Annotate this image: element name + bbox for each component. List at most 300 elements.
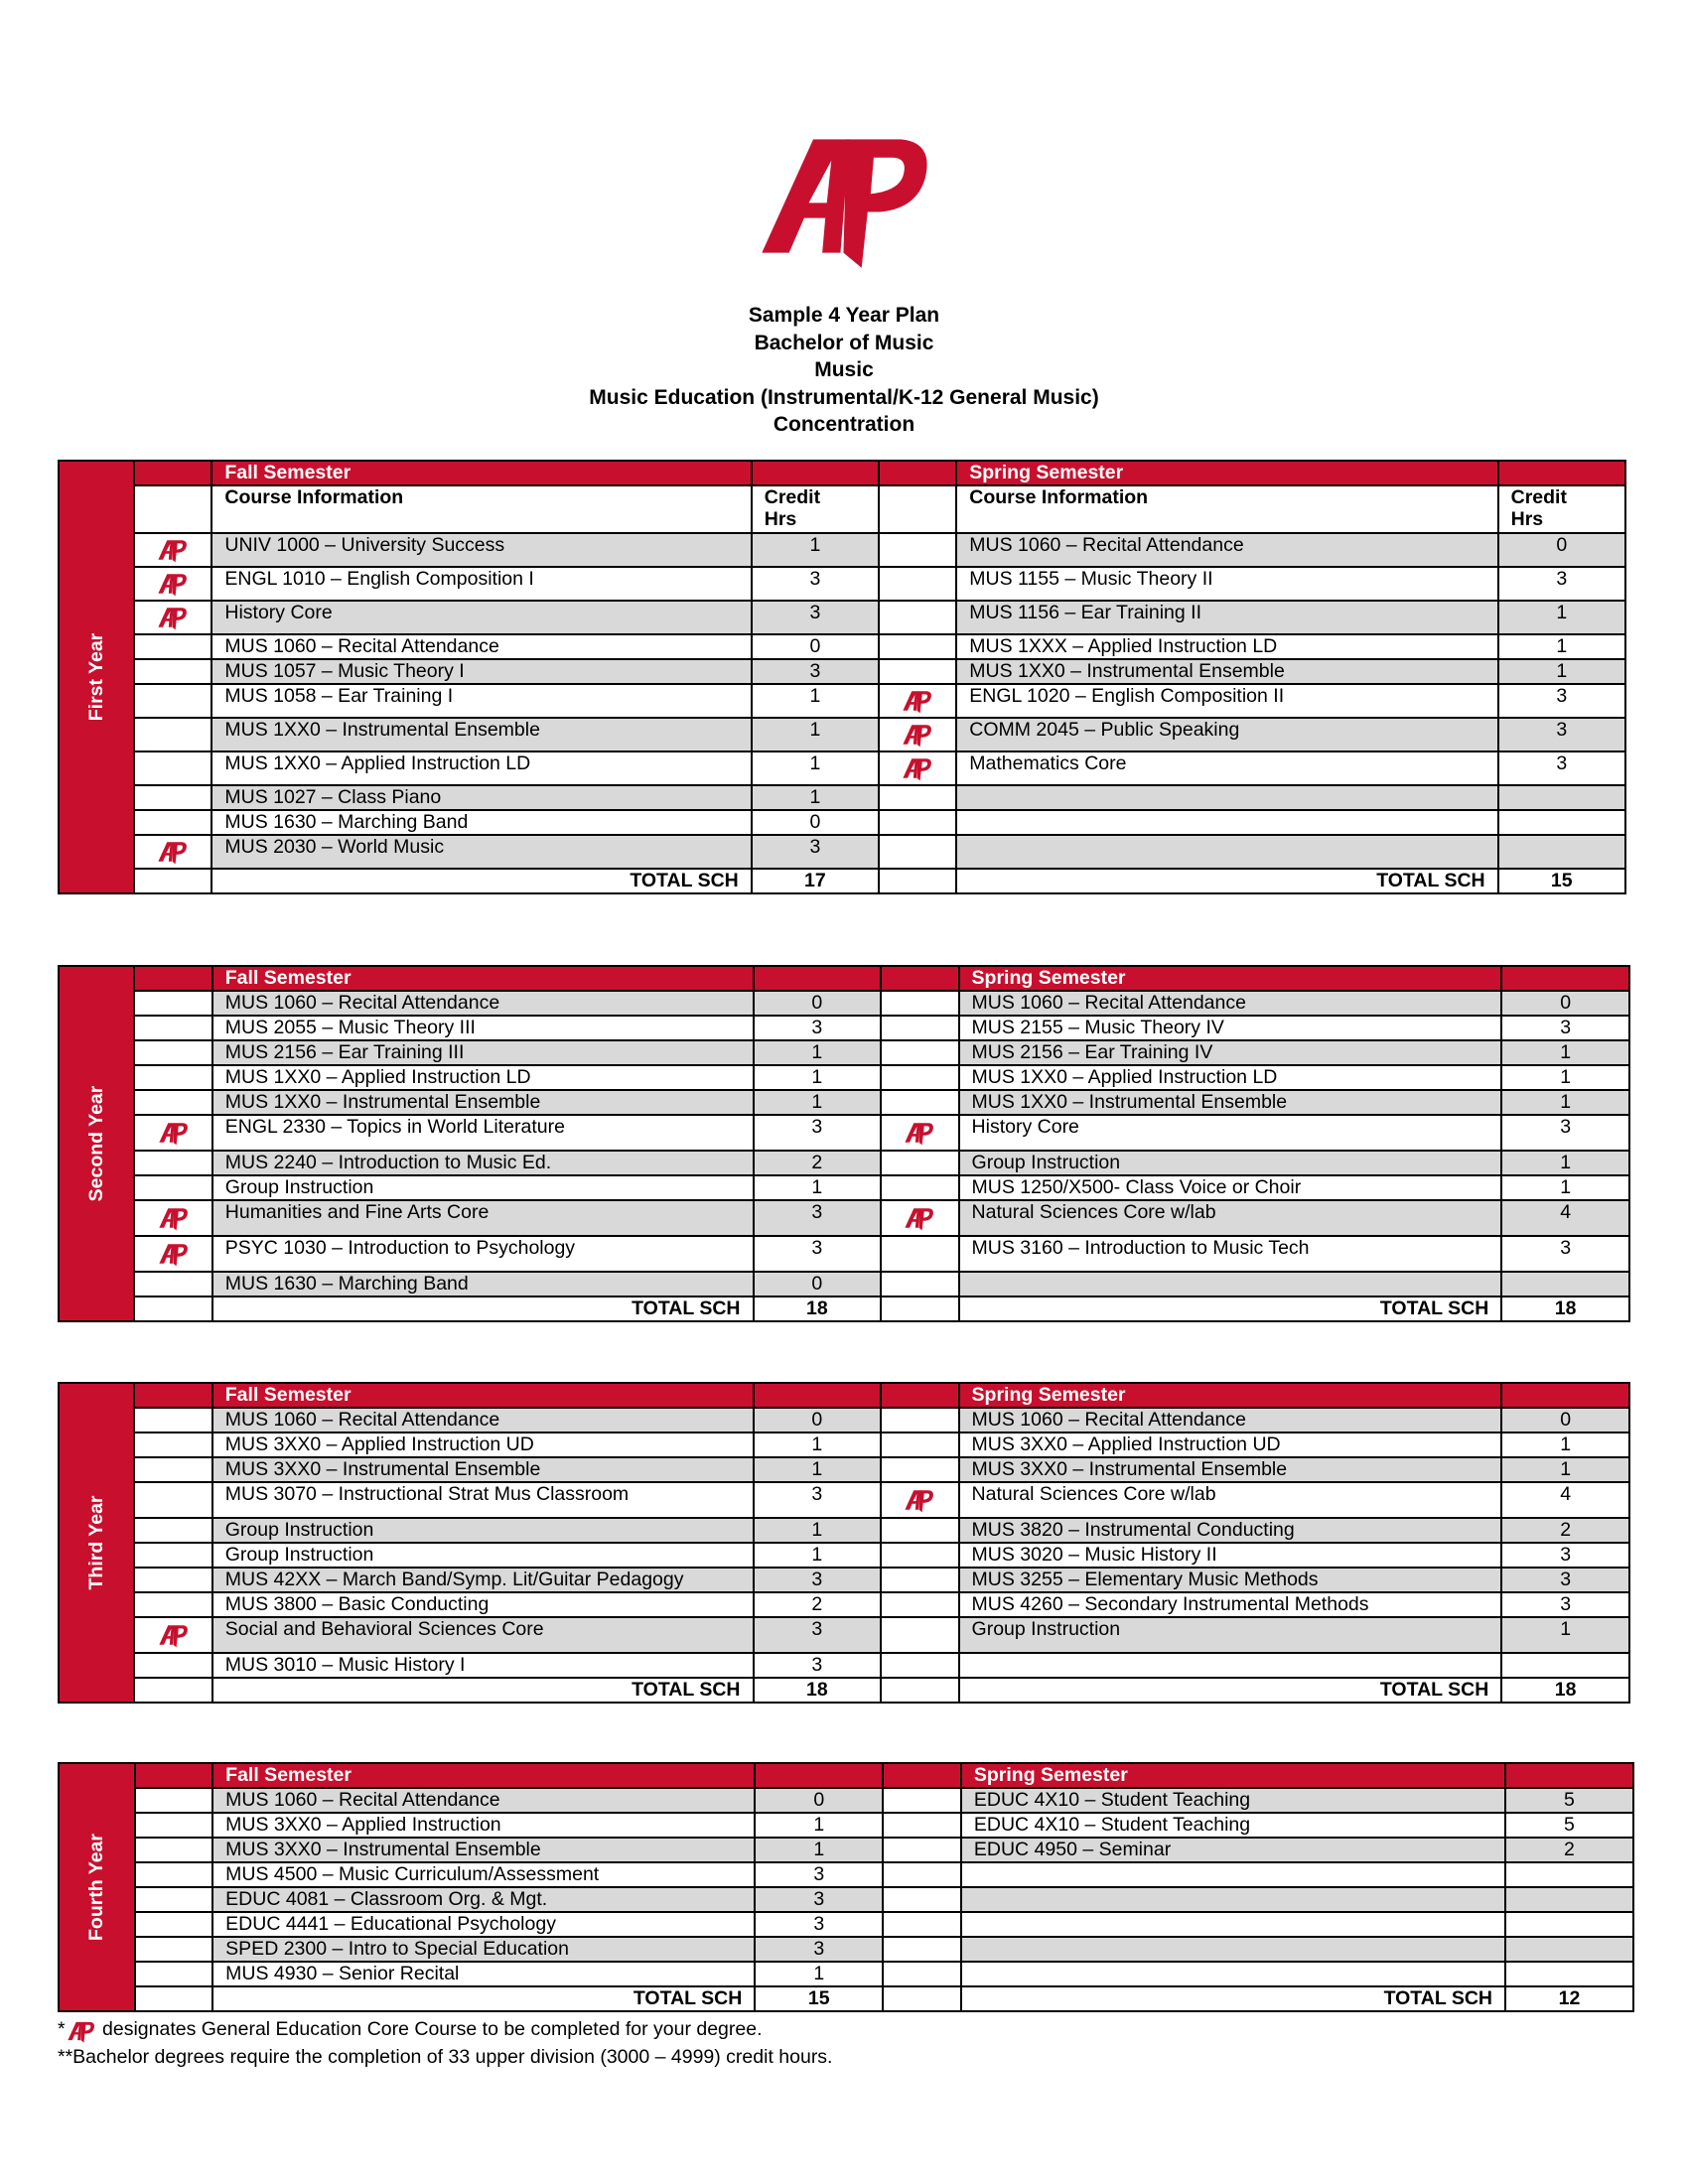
fall-core-icon-cell bbox=[134, 1568, 211, 1592]
fall-credit-hrs: 3 bbox=[755, 1862, 883, 1887]
spring-credit-hrs bbox=[1501, 1272, 1629, 1297]
fall-semester-header: Fall Semester bbox=[212, 1763, 755, 1788]
spring-credit-hrs: 3 bbox=[1498, 684, 1625, 718]
spring-course bbox=[961, 1912, 1505, 1937]
spring-total-value: 12 bbox=[1505, 1986, 1633, 2011]
spring-credit-hrs: 1 bbox=[1501, 1090, 1629, 1115]
spring-course: MUS 1250/X500- Class Voice or Choir bbox=[959, 1175, 1502, 1200]
spring-course: Natural Sciences Core w/lab bbox=[959, 1200, 1502, 1236]
header-blank bbox=[134, 966, 211, 991]
gen-ed-core-icon bbox=[900, 720, 935, 750]
fall-core-icon-cell bbox=[134, 659, 211, 684]
table-row bbox=[59, 1408, 1629, 1433]
fall-core-icon-cell bbox=[134, 1200, 211, 1236]
spring-credit-hrs: 1 bbox=[1498, 659, 1625, 684]
spring-course: MUS 4260 – Secondary Instrumental Methods bbox=[959, 1592, 1502, 1617]
spring-course: Group Instruction bbox=[959, 1617, 1502, 1653]
spring-course: MUS 3XX0 – Applied Instruction UD bbox=[959, 1433, 1502, 1457]
header-blank bbox=[883, 1763, 961, 1788]
fall-credit-hrs: 1 bbox=[754, 1175, 882, 1200]
fall-credit-hrs: 1 bbox=[754, 1518, 882, 1543]
fall-course: MUS 1060 – Recital Attendance bbox=[212, 1788, 755, 1813]
blank-cell bbox=[883, 1986, 961, 2011]
table-row bbox=[59, 1568, 1629, 1592]
year-label-cell bbox=[59, 966, 134, 1321]
fall-credit-hrs: 3 bbox=[754, 1236, 882, 1272]
table-row bbox=[59, 1617, 1629, 1653]
fall-core-icon-cell bbox=[134, 1617, 211, 1653]
table-row bbox=[59, 1272, 1629, 1297]
table-row bbox=[59, 1813, 1633, 1838]
fall-course: ENGL 2330 – Topics in World Literature bbox=[212, 1115, 754, 1151]
fall-credit-hrs: 1 bbox=[752, 533, 879, 567]
fall-credit-hrs: 1 bbox=[755, 1813, 883, 1838]
spring-credit-hrs bbox=[1505, 1912, 1633, 1937]
table-row bbox=[59, 659, 1625, 684]
fall-course: MUS 2055 – Music Theory III bbox=[212, 1016, 754, 1040]
spring-total-label: TOTAL SCH bbox=[961, 1986, 1505, 2011]
fall-credit-hrs: 1 bbox=[752, 751, 879, 785]
spring-course: MUS 2156 – Ear Training IV bbox=[959, 1040, 1502, 1065]
spring-core-icon-cell bbox=[883, 1937, 961, 1962]
fall-credit-hrs: 1 bbox=[754, 1090, 882, 1115]
year-table bbox=[58, 965, 1630, 1322]
year-label-cell bbox=[59, 461, 134, 893]
fall-core-icon-cell bbox=[135, 1838, 213, 1862]
spring-course: MUS 1060 – Recital Attendance bbox=[956, 533, 1497, 567]
table-row bbox=[59, 1543, 1629, 1568]
fall-credit-hrs: 2 bbox=[754, 1151, 882, 1175]
table-row bbox=[59, 1016, 1629, 1040]
spring-credit-hrs bbox=[1505, 1887, 1633, 1912]
gen-ed-core-icon bbox=[900, 686, 935, 716]
spring-credit-hrs: 0 bbox=[1501, 991, 1629, 1016]
spring-core-icon-cell bbox=[881, 1151, 958, 1175]
year-label-cell bbox=[59, 1763, 135, 2011]
year-label: First Year bbox=[85, 632, 108, 722]
fall-core-icon-cell bbox=[135, 1937, 213, 1962]
header-blank bbox=[1501, 1383, 1629, 1408]
gen-ed-core-icon bbox=[156, 1118, 192, 1148]
fall-course: MUS 3800 – Basic Conducting bbox=[212, 1592, 754, 1617]
fall-core-icon-cell bbox=[134, 1592, 211, 1617]
table-row bbox=[59, 1200, 1629, 1236]
fall-total-value: 18 bbox=[754, 1678, 882, 1703]
header-blank bbox=[881, 966, 958, 991]
header-line-2: Bachelor of Music bbox=[754, 331, 934, 354]
fall-total-value: 17 bbox=[752, 869, 879, 893]
year-label: Fourth Year bbox=[85, 1833, 108, 1942]
credit-label: Credit bbox=[764, 486, 821, 508]
fall-course: SPED 2300 – Intro to Special Education bbox=[212, 1937, 755, 1962]
table-row bbox=[59, 1653, 1629, 1678]
footer-notes bbox=[58, 2017, 832, 2069]
fall-credit-hrs: 3 bbox=[752, 601, 879, 634]
fall-course: MUS 1630 – Marching Band bbox=[211, 810, 751, 835]
table-row bbox=[59, 1592, 1629, 1617]
spring-core-icon-cell bbox=[881, 1518, 958, 1543]
spring-credit-hrs: 4 bbox=[1501, 1200, 1629, 1236]
table-row bbox=[59, 601, 1625, 634]
gen-ed-core-icon bbox=[155, 603, 191, 632]
spring-core-icon-cell bbox=[879, 751, 956, 785]
fall-core-icon-cell bbox=[134, 1433, 211, 1457]
fall-course: MUS 1060 – Recital Attendance bbox=[212, 991, 754, 1016]
fall-course: MUS 1027 – Class Piano bbox=[211, 785, 751, 810]
spring-credit-hrs: 0 bbox=[1498, 533, 1625, 567]
fall-core-icon-cell bbox=[134, 1090, 211, 1115]
table-row bbox=[59, 1065, 1629, 1090]
fall-credit-hrs: 3 bbox=[754, 1653, 882, 1678]
spring-course: MUS 1XX0 – Instrumental Ensemble bbox=[956, 659, 1497, 684]
spring-core-icon-cell bbox=[881, 1016, 958, 1040]
spring-core-icon-cell bbox=[879, 810, 956, 835]
fall-core-icon-cell bbox=[134, 567, 211, 601]
gen-ed-core-icon bbox=[155, 569, 191, 599]
table-row bbox=[59, 1175, 1629, 1200]
spring-credit-hrs: 3 bbox=[1501, 1592, 1629, 1617]
fall-core-icon-cell bbox=[134, 1236, 211, 1272]
spring-course: MUS 1XXX – Applied Instruction LD bbox=[956, 634, 1497, 659]
fall-core-icon-cell bbox=[134, 1016, 211, 1040]
fall-course: MUS 1060 – Recital Attendance bbox=[212, 1408, 754, 1433]
spring-course: Natural Sciences Core w/lab bbox=[959, 1482, 1502, 1518]
spring-core-icon-cell bbox=[883, 1838, 961, 1862]
table-row bbox=[59, 634, 1625, 659]
fall-core-icon-cell bbox=[134, 601, 211, 634]
fall-total-label: TOTAL SCH bbox=[212, 1297, 754, 1321]
fall-core-icon-cell bbox=[134, 1272, 211, 1297]
spring-core-icon-cell bbox=[879, 567, 956, 601]
fall-core-icon-cell bbox=[134, 1065, 211, 1090]
spring-credit-hrs: 1 bbox=[1501, 1617, 1629, 1653]
header-line-5: Concentration bbox=[773, 413, 915, 436]
fall-core-icon-cell bbox=[134, 1653, 211, 1678]
spring-course bbox=[956, 810, 1497, 835]
spring-course: MUS 3255 – Elementary Music Methods bbox=[959, 1568, 1502, 1592]
spring-credit-hrs bbox=[1498, 785, 1625, 810]
fall-core-icon-cell bbox=[134, 835, 211, 869]
spring-course: MUS 1156 – Ear Training II bbox=[956, 601, 1497, 634]
spring-core-icon-cell bbox=[879, 634, 956, 659]
gen-ed-core-icon bbox=[156, 1239, 192, 1269]
table-row bbox=[59, 1090, 1629, 1115]
spring-course: MUS 1060 – Recital Attendance bbox=[959, 1408, 1502, 1433]
fall-course: Social and Behavioral Sciences Core bbox=[212, 1617, 754, 1653]
spring-core-icon-cell bbox=[881, 1272, 958, 1297]
table-row bbox=[59, 1912, 1633, 1937]
spring-total-label: TOTAL SCH bbox=[959, 1678, 1502, 1703]
spring-credit-hrs bbox=[1498, 810, 1625, 835]
table-row bbox=[59, 684, 1625, 718]
spring-core-icon-cell bbox=[881, 1200, 958, 1236]
spring-course: MUS 1XX0 – Instrumental Ensemble bbox=[959, 1090, 1502, 1115]
spring-core-icon-cell bbox=[881, 1115, 958, 1151]
fall-credit-hrs: 3 bbox=[754, 1617, 882, 1653]
spring-core-icon-cell bbox=[879, 684, 956, 718]
fall-core-icon-cell bbox=[135, 1788, 213, 1813]
table-row bbox=[59, 1788, 1633, 1813]
fall-course: EDUC 4441 – Educational Psychology bbox=[212, 1912, 755, 1937]
spring-course: MUS 3XX0 – Instrumental Ensemble bbox=[959, 1457, 1502, 1482]
spring-core-icon-cell bbox=[881, 1090, 958, 1115]
fall-credit-hrs: 1 bbox=[754, 1457, 882, 1482]
fall-core-icon-cell bbox=[135, 1887, 213, 1912]
fall-core-icon-cell bbox=[134, 810, 211, 835]
fall-credit-hrs: 0 bbox=[754, 991, 882, 1016]
spring-course: MUS 2155 – Music Theory IV bbox=[959, 1016, 1502, 1040]
header-line-4: Music Education (Instrumental/K-12 General Music) bbox=[589, 385, 1099, 409]
spring-core-icon-cell bbox=[881, 1457, 958, 1482]
spring-course: Mathematics Core bbox=[956, 751, 1497, 785]
spring-semester-header: Spring Semester bbox=[959, 966, 1502, 991]
fall-credit-hrs: 1 bbox=[752, 718, 879, 751]
spring-core-icon-cell bbox=[883, 1887, 961, 1912]
spring-total-value: 18 bbox=[1501, 1678, 1629, 1703]
spring-credit-hrs: 3 bbox=[1501, 1016, 1629, 1040]
spring-total-value: 18 bbox=[1501, 1297, 1629, 1321]
spring-total-label: TOTAL SCH bbox=[956, 869, 1497, 893]
spring-credit-hrs: 1 bbox=[1498, 634, 1625, 659]
fall-credit-hrs: 3 bbox=[754, 1115, 882, 1151]
gen-ed-core-icon bbox=[156, 1203, 192, 1233]
spring-core-icon-cell bbox=[883, 1862, 961, 1887]
spring-core-icon-cell bbox=[879, 601, 956, 634]
spring-core-icon-cell bbox=[883, 1813, 961, 1838]
table-row bbox=[59, 751, 1625, 785]
fall-course: MUS 3XX0 – Applied Instruction bbox=[212, 1813, 755, 1838]
spring-semester-header: Spring Semester bbox=[961, 1763, 1505, 1788]
spring-credit-hrs: 3 bbox=[1498, 567, 1625, 601]
fall-core-icon-cell bbox=[135, 1962, 213, 1986]
fall-course: MUS 1XX0 – Applied Instruction LD bbox=[212, 1065, 754, 1090]
spring-credit-hrs: 3 bbox=[1498, 751, 1625, 785]
table-row bbox=[59, 1887, 1633, 1912]
fall-course: MUS 42XX – March Band/Symp. Lit/Guitar Pedagogy bbox=[212, 1568, 754, 1592]
fall-credit-hrs: 3 bbox=[752, 835, 879, 869]
spring-credit-hrs bbox=[1498, 835, 1625, 869]
fall-credit-hrs: 0 bbox=[752, 634, 879, 659]
fall-course: MUS 3XX0 – Instrumental Ensemble bbox=[212, 1838, 755, 1862]
fall-core-icon-cell bbox=[134, 1115, 211, 1151]
footer-note-1 bbox=[58, 2017, 832, 2045]
fall-core-icon-cell bbox=[134, 1175, 211, 1200]
fall-credit-hrs: 1 bbox=[755, 1962, 883, 1986]
gen-ed-core-icon bbox=[900, 753, 935, 783]
spring-course: EDUC 4950 – Seminar bbox=[961, 1838, 1505, 1862]
fall-credit-hrs: 0 bbox=[754, 1408, 882, 1433]
credit-label: Credit bbox=[1510, 486, 1567, 508]
spring-core-icon-cell bbox=[881, 1065, 958, 1090]
header-blank bbox=[754, 966, 882, 991]
fall-core-icon-cell bbox=[134, 991, 211, 1016]
table-row bbox=[59, 1937, 1633, 1962]
fall-credit-hrs: 3 bbox=[752, 567, 879, 601]
spring-course: MUS 3160 – Introduction to Music Tech bbox=[959, 1236, 1502, 1272]
fall-core-icon-cell bbox=[134, 533, 211, 567]
spring-credit-hrs bbox=[1505, 1962, 1633, 1986]
spring-credit-hrs: 3 bbox=[1501, 1543, 1629, 1568]
spring-course bbox=[961, 1887, 1505, 1912]
fall-core-icon-cell bbox=[134, 1518, 211, 1543]
spring-course: History Core bbox=[959, 1115, 1502, 1151]
fall-course: MUS 3XX0 – Applied Instruction UD bbox=[212, 1433, 754, 1457]
spring-course bbox=[961, 1937, 1505, 1962]
header-blank bbox=[879, 461, 956, 485]
spring-credit-hrs: 0 bbox=[1501, 1408, 1629, 1433]
footer-note-2: **Bachelor degrees require the completion of 33 upper division (3000 – 4999) credit hours. bbox=[58, 2046, 833, 2068]
fall-total-label: TOTAL SCH bbox=[212, 1986, 755, 2011]
fall-core-icon-cell bbox=[134, 1040, 211, 1065]
table-row bbox=[59, 1518, 1629, 1543]
fall-core-icon-cell bbox=[134, 785, 211, 810]
blank-cell bbox=[879, 485, 956, 533]
spring-course bbox=[956, 785, 1497, 810]
gen-ed-core-icon bbox=[902, 1485, 937, 1515]
spring-core-icon-cell bbox=[881, 1175, 958, 1200]
fall-credit-hrs: 2 bbox=[754, 1592, 882, 1617]
fall-credit-hrs: 3 bbox=[752, 659, 879, 684]
spring-core-icon-cell bbox=[881, 1653, 958, 1678]
fall-course: MUS 1060 – Recital Attendance bbox=[211, 634, 751, 659]
spring-core-icon-cell bbox=[879, 718, 956, 751]
fall-course: MUS 3010 – Music History I bbox=[212, 1653, 754, 1678]
fall-course: MUS 3070 – Instructional Strat Mus Classroom bbox=[212, 1482, 754, 1518]
header-blank bbox=[881, 1383, 958, 1408]
spring-course: Group Instruction bbox=[959, 1151, 1502, 1175]
spring-core-icon-cell bbox=[881, 1592, 958, 1617]
fall-credit-hrs: 3 bbox=[754, 1568, 882, 1592]
header-blank bbox=[754, 1383, 882, 1408]
credit-hrs-header bbox=[1498, 485, 1625, 533]
spring-core-icon-cell bbox=[879, 835, 956, 869]
spring-course bbox=[961, 1862, 1505, 1887]
year-label: Third Year bbox=[85, 1495, 108, 1590]
footer-star: * bbox=[58, 2018, 66, 2040]
spring-core-icon-cell bbox=[881, 1040, 958, 1065]
spring-credit-hrs: 5 bbox=[1505, 1788, 1633, 1813]
spring-credit-hrs bbox=[1501, 1653, 1629, 1678]
fall-credit-hrs: 1 bbox=[752, 684, 879, 718]
spring-core-icon-cell bbox=[881, 1543, 958, 1568]
gen-ed-core-icon bbox=[155, 837, 191, 867]
spring-credit-hrs: 3 bbox=[1498, 718, 1625, 751]
spring-course: MUS 3020 – Music History II bbox=[959, 1543, 1502, 1568]
spring-core-icon-cell bbox=[881, 1433, 958, 1457]
spring-credit-hrs bbox=[1505, 1862, 1633, 1887]
table-row bbox=[59, 1433, 1629, 1457]
header-blank bbox=[134, 461, 211, 485]
spring-credit-hrs: 3 bbox=[1501, 1236, 1629, 1272]
table-row bbox=[59, 835, 1625, 869]
spring-course: EDUC 4X10 – Student Teaching bbox=[961, 1788, 1505, 1813]
fall-core-icon-cell bbox=[134, 684, 211, 718]
fall-credit-hrs: 3 bbox=[754, 1482, 882, 1518]
spring-credit-hrs: 4 bbox=[1501, 1482, 1629, 1518]
table-row bbox=[59, 1457, 1629, 1482]
spring-credit-hrs: 1 bbox=[1501, 1065, 1629, 1090]
fall-core-icon-cell bbox=[135, 1862, 213, 1887]
table-row bbox=[59, 1236, 1629, 1272]
fall-course: MUS 4930 – Senior Recital bbox=[212, 1962, 755, 1986]
table-row bbox=[59, 785, 1625, 810]
fall-course: MUS 1058 – Ear Training I bbox=[211, 684, 751, 718]
spring-core-icon-cell bbox=[881, 1408, 958, 1433]
ap-logo-icon bbox=[66, 2017, 97, 2045]
spring-total-value: 15 bbox=[1498, 869, 1625, 893]
fall-total-value: 18 bbox=[754, 1297, 882, 1321]
year-label: Second Year bbox=[85, 1085, 108, 1202]
blank-cell bbox=[135, 1986, 213, 2011]
fall-course: ENGL 1010 – English Composition I bbox=[211, 567, 751, 601]
fall-course: History Core bbox=[211, 601, 751, 634]
fall-credit-hrs: 3 bbox=[755, 1887, 883, 1912]
spring-course: EDUC 4X10 – Student Teaching bbox=[961, 1813, 1505, 1838]
hrs-label: Hrs bbox=[764, 508, 797, 530]
gen-ed-core-icon bbox=[902, 1118, 937, 1148]
fall-course: MUS 1XX0 – Applied Instruction LD bbox=[211, 751, 751, 785]
table-row bbox=[59, 1862, 1633, 1887]
table-row bbox=[59, 1040, 1629, 1065]
fall-semester-header: Fall Semester bbox=[212, 1383, 754, 1408]
table-row bbox=[59, 1962, 1633, 1986]
blank-cell bbox=[134, 1297, 211, 1321]
spring-core-icon-cell bbox=[879, 785, 956, 810]
header-line-3: Music bbox=[814, 358, 874, 381]
table-row bbox=[59, 718, 1625, 751]
spring-total-label: TOTAL SCH bbox=[959, 1297, 1502, 1321]
header-blank bbox=[1505, 1763, 1633, 1788]
fall-course: MUS 2156 – Ear Training III bbox=[212, 1040, 754, 1065]
header-blank bbox=[755, 1763, 883, 1788]
fall-credit-hrs: 1 bbox=[754, 1040, 882, 1065]
fall-course: MUS 3XX0 – Instrumental Ensemble bbox=[212, 1457, 754, 1482]
spring-course: MUS 1060 – Recital Attendance bbox=[959, 991, 1502, 1016]
fall-core-icon-cell bbox=[134, 1543, 211, 1568]
spring-core-icon-cell bbox=[883, 1788, 961, 1813]
header-blank bbox=[134, 1383, 211, 1408]
fall-course: UNIV 1000 – University Success bbox=[211, 533, 751, 567]
fall-core-icon-cell bbox=[134, 1151, 211, 1175]
header-line-1: Sample 4 Year Plan bbox=[748, 304, 940, 327]
blank-cell bbox=[879, 869, 956, 893]
gen-ed-core-icon bbox=[902, 1203, 937, 1233]
spring-course: MUS 3820 – Instrumental Conducting bbox=[959, 1518, 1502, 1543]
spring-semester-header: Spring Semester bbox=[959, 1383, 1502, 1408]
blank-cell bbox=[881, 1678, 958, 1703]
spring-core-icon-cell bbox=[879, 659, 956, 684]
fall-credit-hrs: 0 bbox=[754, 1272, 882, 1297]
spring-credit-hrs: 1 bbox=[1498, 601, 1625, 634]
spring-course: COMM 2045 – Public Speaking bbox=[956, 718, 1497, 751]
spring-core-icon-cell bbox=[879, 533, 956, 567]
fall-credit-hrs: 3 bbox=[754, 1200, 882, 1236]
fall-credit-hrs: 3 bbox=[755, 1937, 883, 1962]
fall-course: MUS 1630 – Marching Band bbox=[212, 1272, 754, 1297]
spring-course bbox=[959, 1653, 1502, 1678]
spring-credit-hrs: 3 bbox=[1501, 1568, 1629, 1592]
header-blank bbox=[1501, 966, 1629, 991]
fall-credit-hrs: 0 bbox=[752, 810, 879, 835]
spring-course: MUS 1XX0 – Applied Instruction LD bbox=[959, 1065, 1502, 1090]
table-row bbox=[59, 991, 1629, 1016]
fall-credit-hrs: 1 bbox=[754, 1543, 882, 1568]
fall-credit-hrs: 0 bbox=[755, 1788, 883, 1813]
spring-credit-hrs: 5 bbox=[1505, 1813, 1633, 1838]
fall-course: MUS 2030 – World Music bbox=[211, 835, 751, 869]
fall-credit-hrs: 1 bbox=[755, 1838, 883, 1862]
spring-course: ENGL 1020 – English Composition II bbox=[956, 684, 1497, 718]
